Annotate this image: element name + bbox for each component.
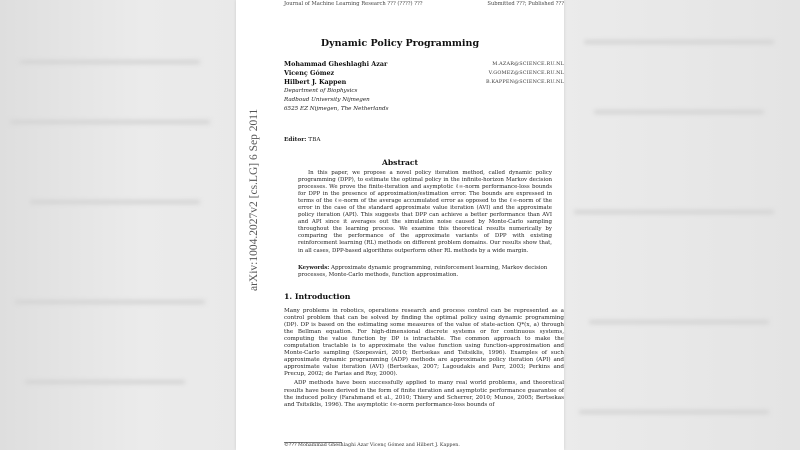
blurred-text-line <box>594 110 764 114</box>
author-email[interactable]: V.GOMEZ@SCIENCE.RU.NL <box>488 70 564 76</box>
intro-paragraph-1: Many problems in robotics, operations research and process control can be represented as a control problem that can be solved by finding the optimal policy using dynamic programming (DP). DP is based on the estimating some measures of the value of state-action Q*(x, a) through the Bellman equation. For high-dimensional discrete systems or for continuous systems, computing the value function by DP is intractable. The common approach to make the computation tractable is to approximate the value function using function-approximation and Monte-Carlo sampling (Szepesvári, 2010; Bertsekas and Tsitsiklis, 1996). Examples of such approximate dynamic programming (ADP) methods are approximate policy iteration (API) and approximate value iteration (AVI) (Bertsekas, 2007; Lagoudakis and Parr, 2003; Perkins and Precup, 2002; de Farias and Roy, 2000). <box>284 308 564 378</box>
blurred-text-line <box>584 40 774 44</box>
author-email[interactable]: B.KAPPEN@SCIENCE.RU.NL <box>485 79 564 85</box>
blurred-text-line <box>15 300 205 304</box>
intro-paragraph-2: ADP methods have been successfully applied to many real world problems, and theoretical results have been derived in the form of finite iteration and asymptotic performance guarantee of the induced policy (Farahmand et al., 2010; Thiery and Scherrer, 2010; Munos, 2005; Bertsekas and Tsitsiklis, 1996). The asymptotic ℓ∞-norm performance-loss bounds of <box>284 380 564 408</box>
author-email[interactable]: M.AZAR@SCIENCE.RU.NL <box>492 61 564 67</box>
section-heading-introduction: 1. Introduction <box>284 292 351 301</box>
affiliation-address: 6525 EZ Nijmegen, The Netherlands <box>284 106 389 112</box>
editor-line <box>284 137 321 143</box>
author-name: Hilbert J. Kappen <box>284 78 347 86</box>
introduction-body <box>284 308 564 409</box>
affiliation-university: Radboud University Nijmegen <box>284 97 370 103</box>
abstract-text: In this paper, we propose a novel policy iteration method, called dynamic policy programming (DPP), to estimate the optimal policy in the infinite-horizon Markov decision processes. We prove the finite-iteration and asymptotic ℓ∞-norm performance-loss bounds for DPP in the presence of approximation/estimation error. The bounds are expressed in terms of the ℓ∞-norm of the average accumulated error as opposed to the ℓ∞-norm of the error in the case of the standard approximate value iteration (AVI) and the approximate policy iteration (API). This suggests that DPP can achieve a better performance than AVI and API since it averages out the simulation noise caused by Monte-Carlo sampling throughout the learning process. We examine this theoretical results numerically by comparing the performance of the approximate variants of DPP with existing reinforcement learning (RL) methods on different problem domains. Our results show that, in all cases, DPP-based algorithms outperform other RL methods by a wide margin. <box>298 170 552 254</box>
paper-title: Dynamic Policy Programming <box>320 38 480 49</box>
abstract-body <box>298 170 552 255</box>
blurred-text-line <box>30 200 200 204</box>
background-left <box>0 0 236 450</box>
author-name: Mohammad Gheshlaghi Azar <box>284 60 388 68</box>
arxiv-stamp: arXiv:1004.2027v2 [cs.LG] 6 Sep 2011 <box>248 108 260 291</box>
abstract-heading: Abstract <box>381 158 419 167</box>
keywords-block <box>298 265 552 279</box>
background-right <box>564 0 800 450</box>
blurred-text-line <box>589 320 769 324</box>
running-header-submitted: Submitted ???; Published ??? <box>487 1 564 7</box>
affiliation-department: Department of Biophysics <box>284 88 358 94</box>
keywords-text: Approximate dynamic programming, reinforcement learning, Markov decision processes, Monte-Carlo methods, function approximation. <box>298 265 548 279</box>
author-name: Vicenç Gómez <box>284 69 335 77</box>
copyright-footer: ©??? Mohammad Gheshlaghi Azar Vicenç Gómez and Hilbert J. Kappen. <box>284 443 460 448</box>
blurred-text-line <box>25 380 185 384</box>
editor-value: TBA <box>308 137 321 143</box>
blurred-text-line <box>574 210 774 214</box>
running-header-journal: Journal of Machine Learning Research ??? (????) ??? <box>284 1 423 7</box>
keywords-label: Keywords: <box>298 265 330 271</box>
blurred-text-line <box>579 410 769 414</box>
paper-page <box>236 0 564 450</box>
blurred-text-line <box>10 120 210 124</box>
editor-label: Editor: <box>284 137 307 143</box>
blurred-text-line <box>20 60 200 64</box>
